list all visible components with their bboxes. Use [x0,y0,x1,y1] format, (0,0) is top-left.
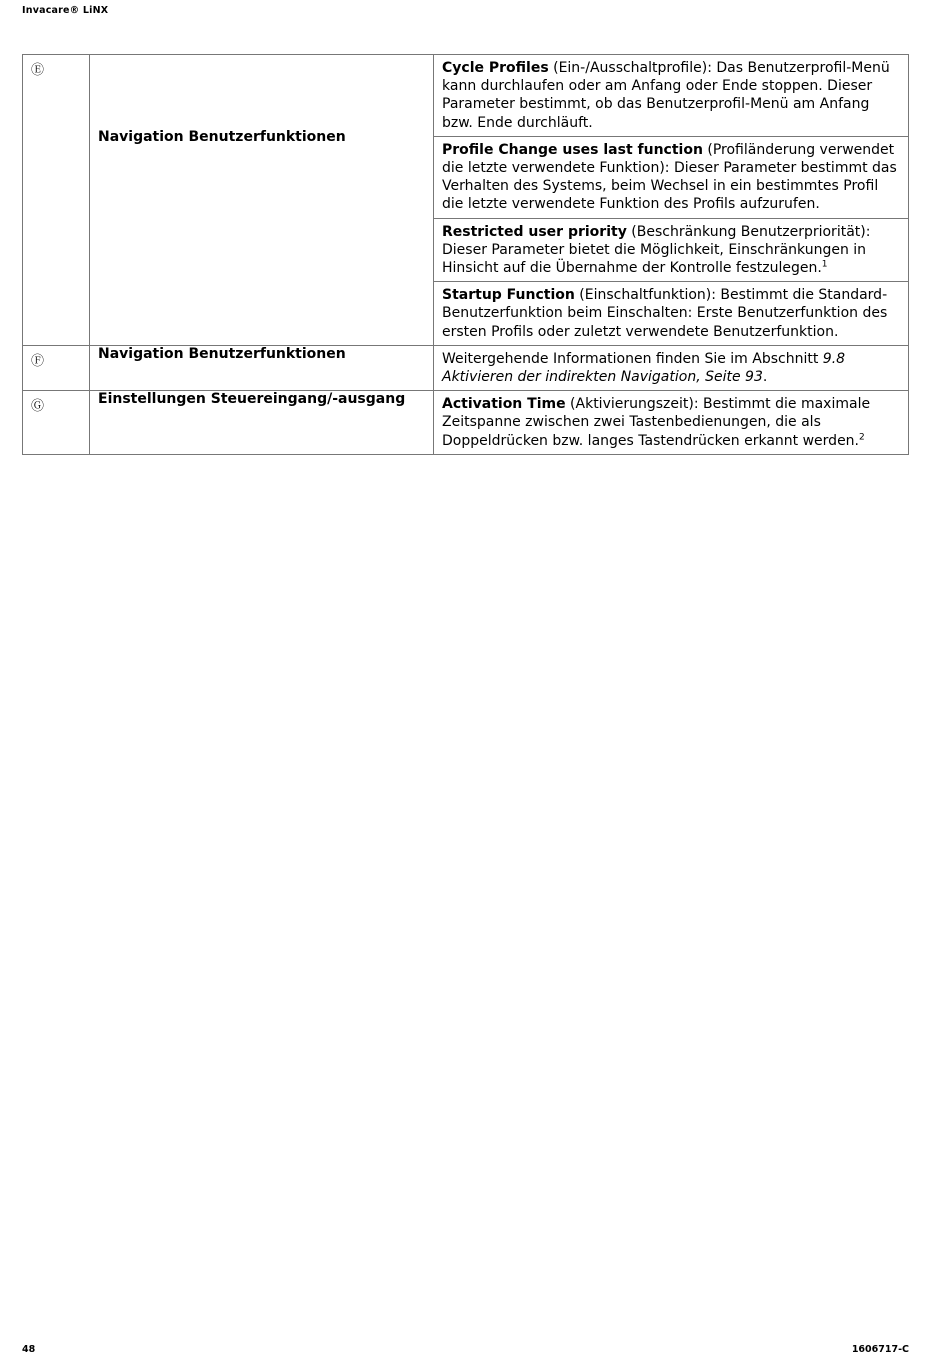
footnote-ref[interactable]: 1 [821,259,828,270]
row-id-f: Ⓕ [23,345,90,390]
entry-text: (Beschränkung Benutzerpriorität): Dieser Parameter bietet die Möglichkeit, Einschränkungen in Hinsicht auf die Übernahme der Kontrolle festzulegen. [442,223,871,277]
entry-punctuation: . [762,369,768,386]
entry-term: Activation Time [442,396,566,413]
entry-restricted-priority [434,218,909,282]
row-id-e: Ⓔ [23,55,90,137]
entry-startup-function [434,282,909,346]
entry-text: (Aktivierungszeit): Bestimmt die maximale Zeitspanne zwischen zwei Tastenbedienungen, die als Doppeldrücken bzw. langes Tastendrücken erkannt werden. [442,396,871,449]
entry-term: Startup Function [442,287,575,304]
entry-text: (Profiländerung verwendet die letzte verwendete Funktion): Dieser Parameter bestimmt das Verhalten des Systems, beim Wechsel in ein bestimmtes Profil die letzte verwendete Funktion des Profils aufzurufen. [442,141,897,213]
function-label: Navigation Benutzerfunktionen [98,129,346,146]
row-function-f: Navigation Benutzerfunktionen [90,345,434,390]
table-row [23,282,909,346]
row-id-g: Ⓖ [23,391,90,455]
entry-term: Restricted user priority [442,223,627,240]
table-row [23,55,909,137]
table-row [23,345,909,390]
entry-activation-time [434,391,909,455]
parameter-table [22,54,909,455]
section-link[interactable]: 9.8 Aktivieren der indirekten Navigation, Seite 93 [442,350,846,386]
entry-text: Weitergehende Informationen finden Sie im Abschnitt [442,350,823,367]
row-function-g: Einstellungen Steuereingang/-ausgang [90,391,434,455]
row-function-cell [90,55,434,137]
entry-text: (Ein-/Ausschaltprofile): Das Benutzerprofil-Menü kann durchlaufen oder am Anfang oder Ende stoppen. Dieser Parameter bestimmt, ob das Benutzerprofil-Menü am Anfang bzw. Ende durchläuft. [442,60,890,131]
entry-navigation-reference [434,345,909,390]
table-row [23,218,909,282]
entry-term: Profile Change uses last function [442,141,703,158]
table-row [23,391,909,455]
page-number: 48 [22,1344,36,1355]
brand-header: Invacare® LiNX [22,5,109,16]
entry-cycle-profiles [434,55,909,137]
document-number: 1606717-C [851,1344,909,1355]
row-function-e [90,129,434,218]
entry-term: Cycle Profiles [442,60,549,76]
entry-profile-change [434,136,909,218]
entry-text: (Einschaltfunktion): Bestimmt die Standard-Benutzerfunktion beim Einschalten: Erste Benutzerfunktion des ersten Profils oder zuletzt verwendete Benutzerfunktion. [442,287,888,340]
table-row [23,136,909,218]
footnote-ref[interactable]: 2 [859,432,865,442]
